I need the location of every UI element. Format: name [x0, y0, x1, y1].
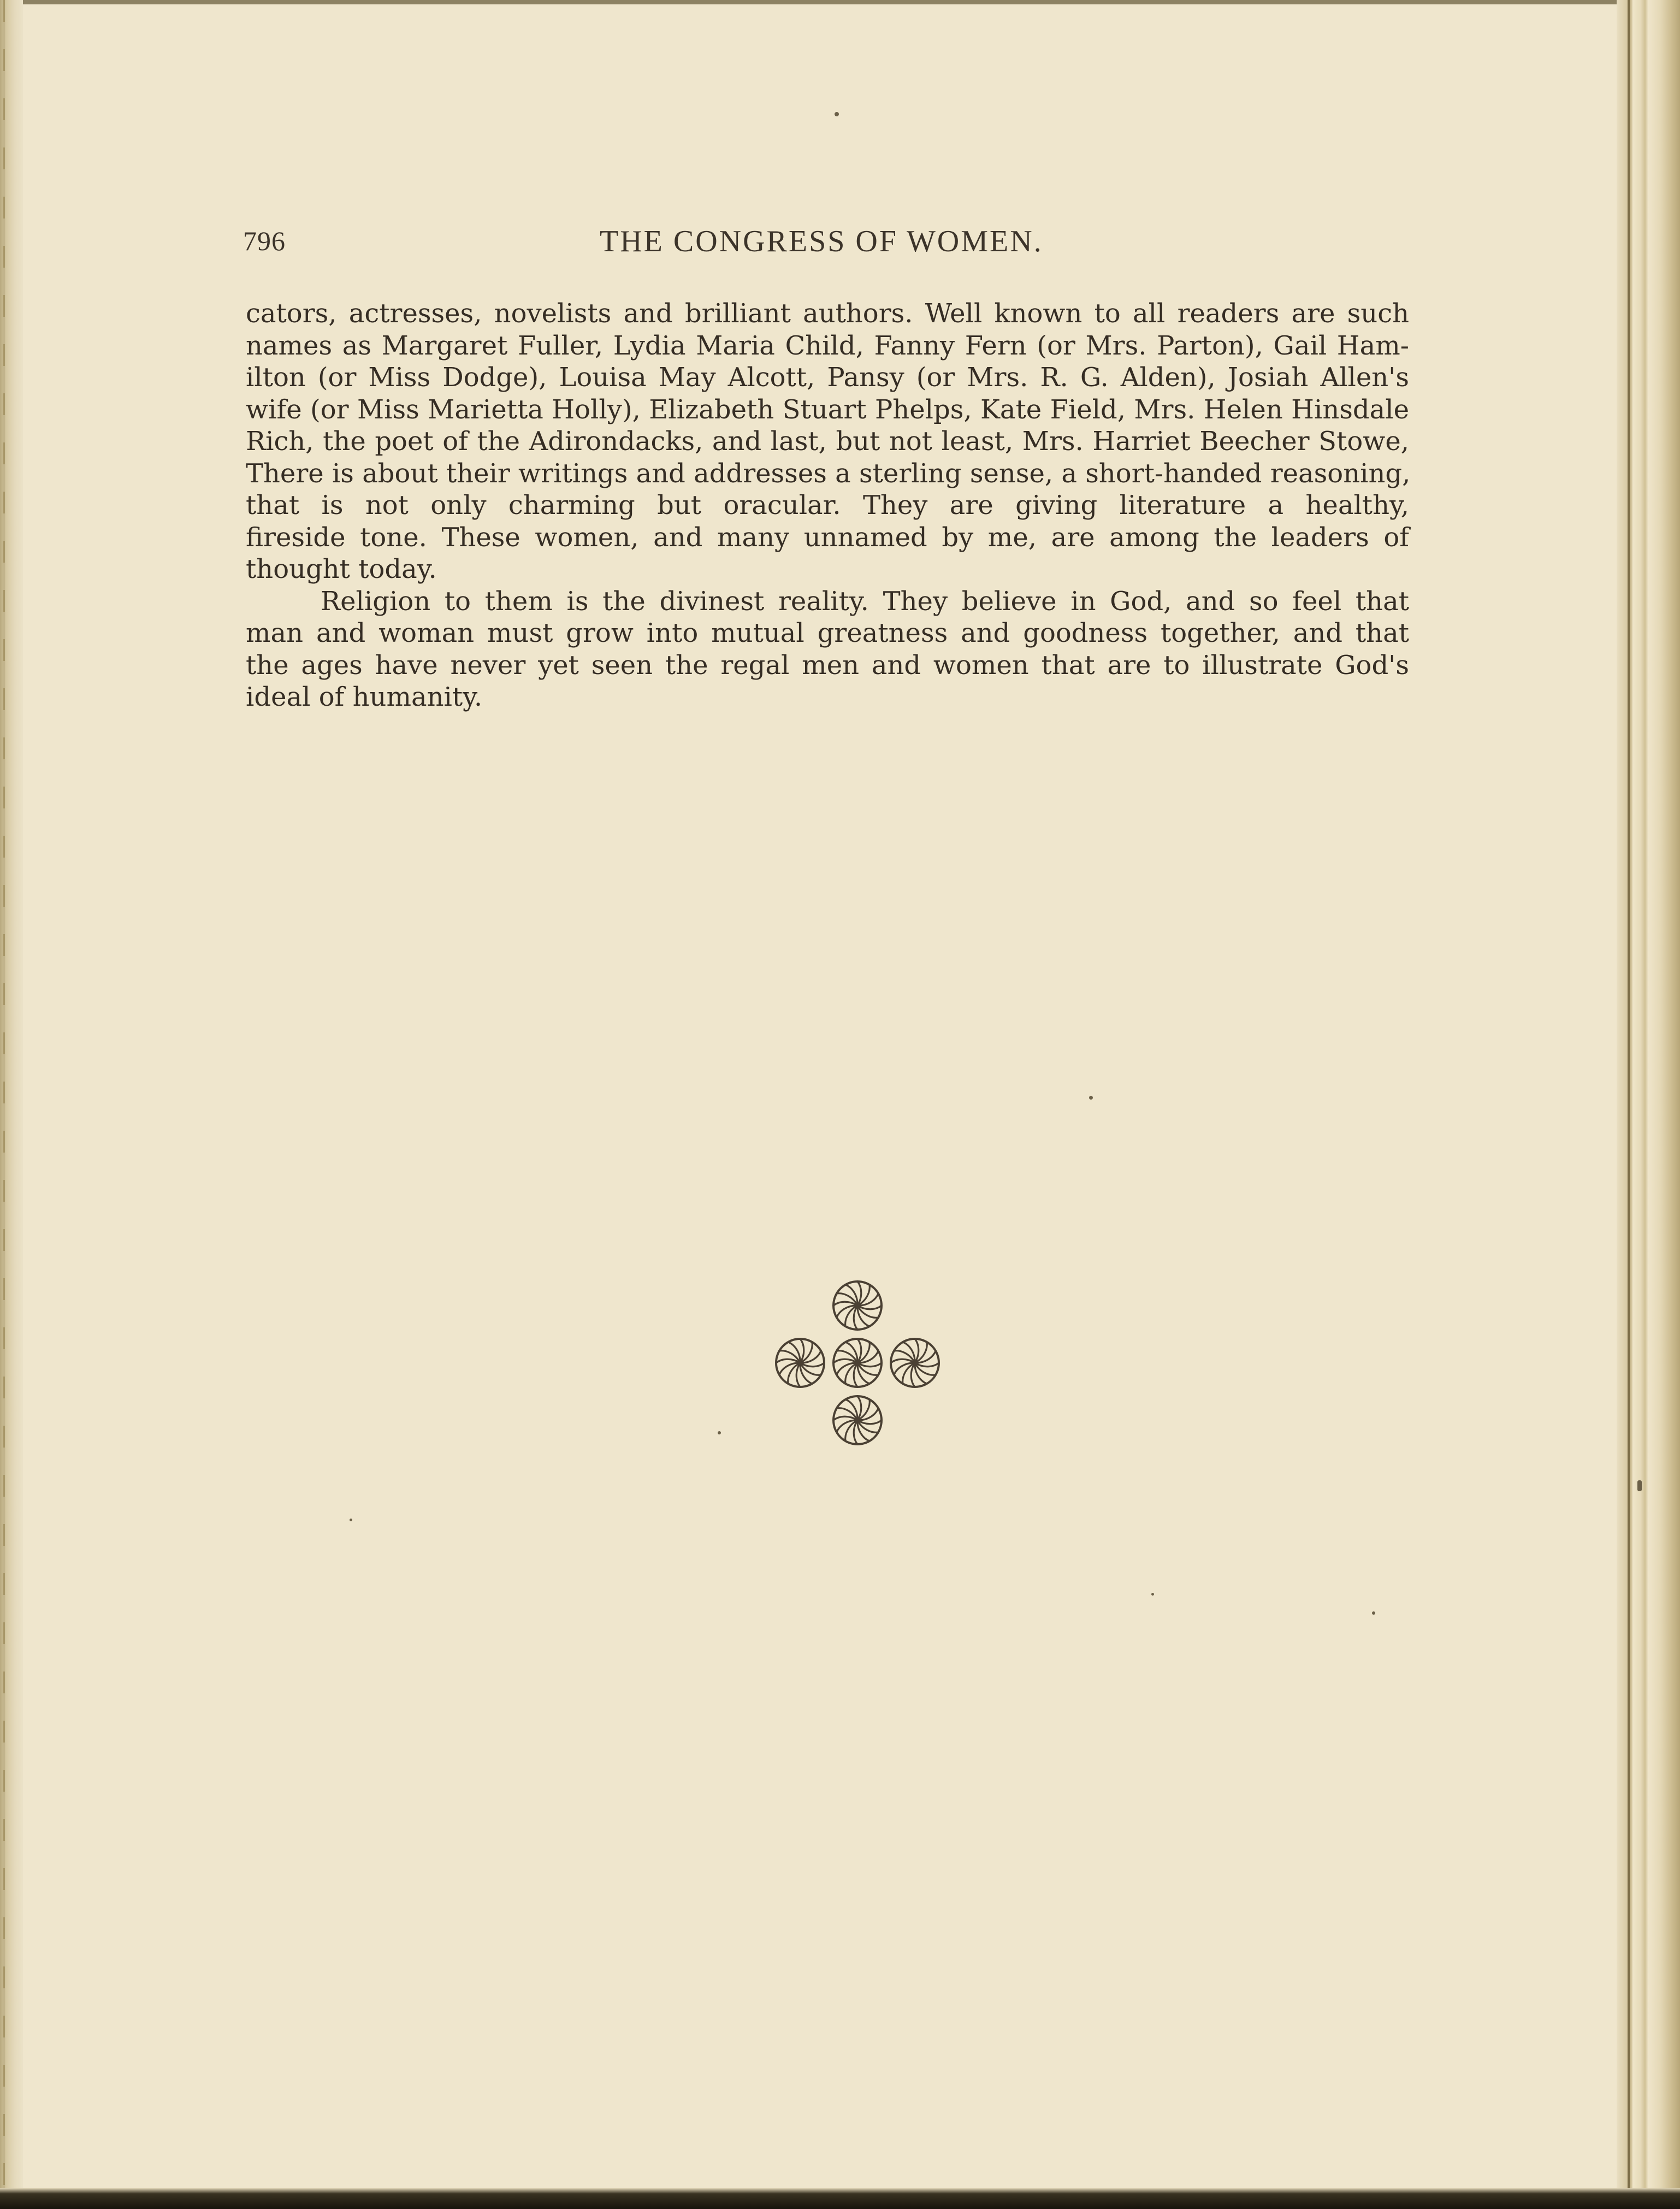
text-line: cators, actresses, novelists and brilliant authors. Well known to all readers are such	[246, 298, 1409, 329]
text-line: the ages have never yet seen the regal men and women that are to illustrate God's	[246, 649, 1409, 681]
left-page-edge	[0, 0, 23, 2209]
top-edge	[0, 0, 1680, 4]
text-line: thought today.	[246, 554, 437, 584]
text-line: wife (or Miss Marietta Holly), Elizabeth Stuart Phelps, Kate Field, Mrs. Helen Hinsdale	[246, 394, 1409, 425]
text-line: Religion to them is the divinest reality. They believe in God, and so feel that	[321, 586, 1409, 617]
speck	[1637, 1480, 1642, 1491]
speck	[835, 112, 839, 116]
page-number: 796	[243, 226, 286, 256]
speck	[1151, 1593, 1154, 1596]
text-line: that is not only charming but oracular. They are giving literature a healthy,	[246, 490, 1409, 521]
text-line: man and woman must grow into mutual greatness and goodness together, and that	[246, 618, 1409, 648]
speck	[718, 1431, 721, 1434]
speck	[350, 1519, 352, 1521]
text-line: ilton (or Miss Dodge), Louisa May Alcott, Pansy (or Mrs. R. G. Alden), Josiah Allen's	[246, 362, 1409, 393]
running-title: THE CONGRESS OF WOMEN.	[600, 225, 1043, 258]
text-line: There is about their writings and addresses a sterling sense, a short-handed reasoning,	[246, 458, 1411, 489]
speck	[1089, 1096, 1093, 1100]
right-page-edges	[1617, 0, 1680, 2209]
bottom-edge	[0, 2188, 1680, 2209]
speck	[1372, 1611, 1375, 1615]
text-line: ideal of humanity.	[246, 682, 483, 712]
rosette-cross-ornament-icon	[770, 1278, 945, 1453]
body-text	[246, 298, 1409, 713]
text-line: names as Margaret Fuller, Lydia Maria Child, Fanny Fern (or Mrs. Parton), Gail Ham-	[246, 330, 1409, 361]
text-line: Rich, the poet of the Adirondacks, and last, but not least, Mrs. Harriet Beecher Stowe,	[246, 426, 1409, 457]
text-line: fireside tone. These women, and many unnamed by me, are among the leaders of	[246, 522, 1409, 553]
